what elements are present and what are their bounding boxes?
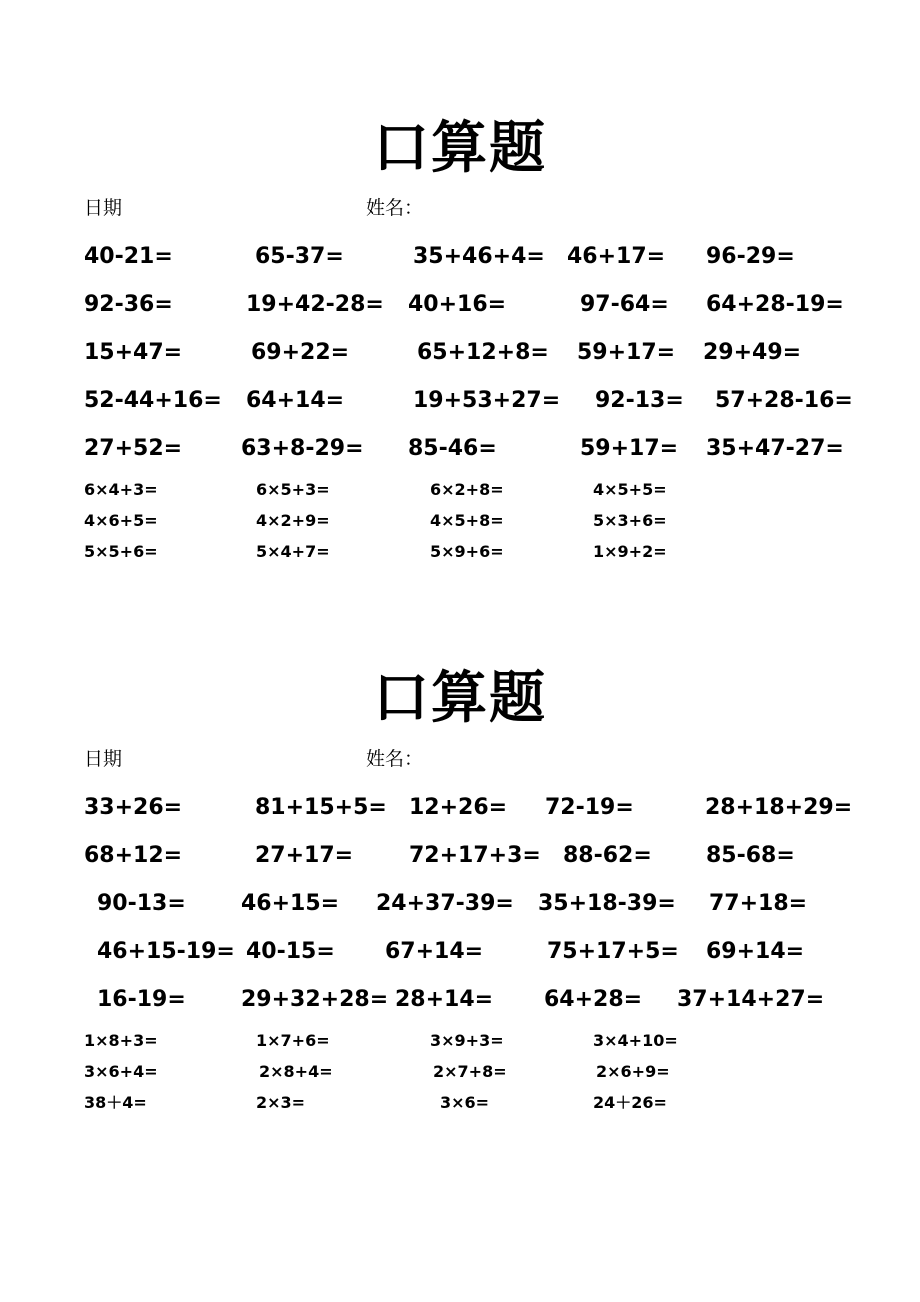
problem: 35+18-39= (538, 891, 676, 916)
date-label: 日期 (84, 197, 123, 219)
problem: 35+47-27= (706, 436, 844, 461)
problem: 40-21= (84, 244, 173, 269)
problem: 37+14+27= (677, 987, 825, 1012)
problem: 28+14= (395, 987, 494, 1012)
problem: 40-15= (246, 939, 335, 964)
problem: 69+22= (251, 340, 350, 365)
small-problem: 5×9+6= (430, 542, 504, 561)
problem: 46+15-19= (97, 939, 235, 964)
small-problem: 1×8+3= (84, 1031, 158, 1050)
problem: 35+46+4= (413, 244, 545, 269)
problem: 52-44+16= (84, 388, 222, 413)
small-problem: 6×4+3= (84, 480, 158, 499)
problem: 12+26= (409, 795, 508, 820)
small-problem: 4×2+9= (256, 511, 330, 530)
problem: 24+37-39= (376, 891, 514, 916)
small-problem: 2×3= (256, 1093, 306, 1112)
problem: 46+15= (241, 891, 340, 916)
small-problem: 3×9+3= (430, 1031, 504, 1050)
problem: 97-64= (580, 292, 669, 317)
small-problem: 4×5+8= (430, 511, 504, 530)
problem: 72-19= (545, 795, 634, 820)
problem: 59+17= (577, 340, 676, 365)
small-problem: 3×6= (440, 1093, 490, 1112)
small-problem: 5×4+7= (256, 542, 330, 561)
name-label: 姓名： (366, 748, 424, 770)
small-problem: 6×2+8= (430, 480, 504, 499)
small-problem: 6×5+3= (256, 480, 330, 499)
small-problem: 1×9+2= (593, 542, 667, 561)
small-problem: 4×5+5= (593, 480, 667, 499)
problem: 29+49= (703, 340, 802, 365)
problem: 27+52= (84, 436, 183, 461)
problem: 85-46= (408, 436, 497, 461)
problem: 64+28= (544, 987, 643, 1012)
problem: 63+8-29= (241, 436, 364, 461)
worksheet-title: 口算题 (373, 115, 547, 181)
problem: 19+53+27= (413, 388, 561, 413)
name-label: 姓名： (366, 197, 424, 219)
problem: 77+18= (709, 891, 808, 916)
problem: 64+14= (246, 388, 345, 413)
small-problem: 2×8+4= (259, 1062, 333, 1081)
problem: 46+17= (567, 244, 666, 269)
problem: 19+42-28= (246, 292, 384, 317)
problem: 29+32+28= (241, 987, 389, 1012)
problem: 81+15+5= (255, 795, 387, 820)
problem: 16-19= (97, 987, 186, 1012)
small-problem: 3×4+10= (593, 1031, 678, 1050)
problem: 92-13= (595, 388, 684, 413)
problem: 68+12= (84, 843, 183, 868)
problem: 90-13= (97, 891, 186, 916)
problem: 75+17+5= (547, 939, 679, 964)
problem: 27+17= (255, 843, 354, 868)
problem: 96-29= (706, 244, 795, 269)
small-problem: 3×6+4= (84, 1062, 158, 1081)
problem: 40+16= (408, 292, 507, 317)
problem: 28+18+29= (705, 795, 853, 820)
small-problem: 24＋26= (593, 1093, 667, 1112)
problem: 64+28-19= (706, 292, 844, 317)
small-problem: 38＋4= (84, 1093, 147, 1112)
problem: 33+26= (84, 795, 183, 820)
small-problem: 5×3+6= (593, 511, 667, 530)
problem: 88-62= (563, 843, 652, 868)
date-label: 日期 (84, 748, 123, 770)
small-problem: 4×6+5= (84, 511, 158, 530)
problem: 15+47= (84, 340, 183, 365)
problem: 69+14= (706, 939, 805, 964)
problem: 85-68= (706, 843, 795, 868)
problem: 92-36= (84, 292, 173, 317)
small-problem: 1×7+6= (256, 1031, 330, 1050)
problem: 57+28-16= (715, 388, 853, 413)
small-problem: 2×6+9= (596, 1062, 670, 1081)
worksheet-title: 口算题 (373, 665, 547, 731)
problem: 65+12+8= (417, 340, 549, 365)
problem: 59+17= (580, 436, 679, 461)
problem: 72+17+3= (409, 843, 541, 868)
small-problem: 2×7+8= (433, 1062, 507, 1081)
small-problem: 5×5+6= (84, 542, 158, 561)
problem: 65-37= (255, 244, 344, 269)
problem: 67+14= (385, 939, 484, 964)
